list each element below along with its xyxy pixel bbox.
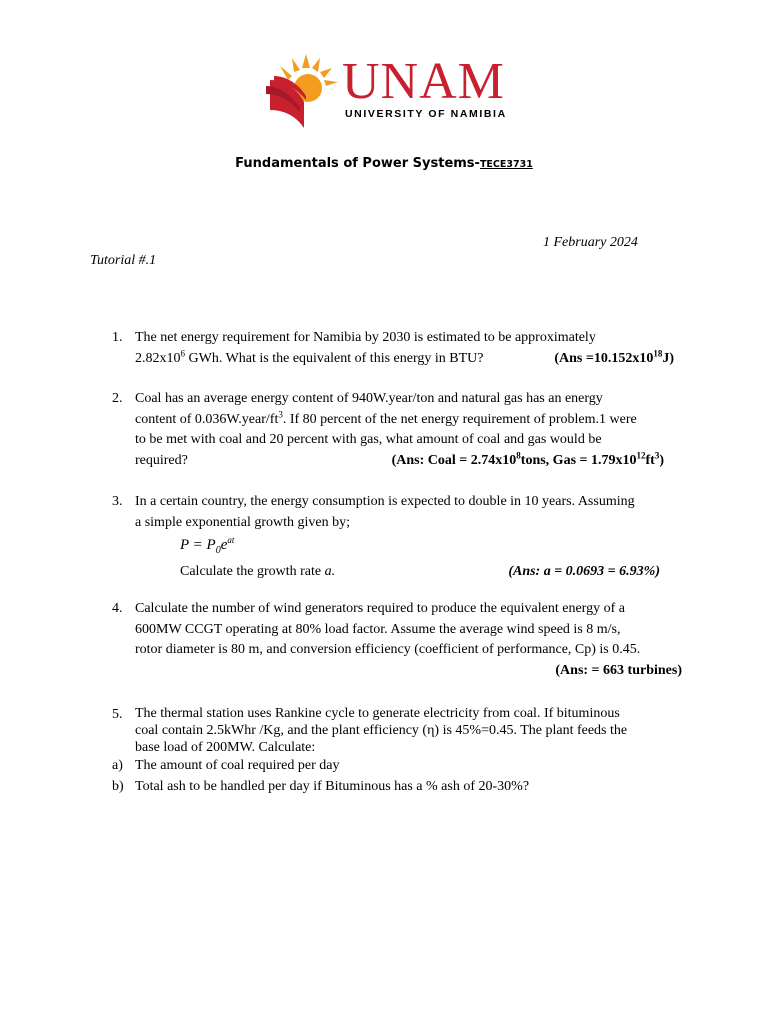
question-text: to be met with coal and 20 percent with gas, what amount of coal and gas would be — [135, 432, 602, 448]
sun-book-emblem-icon — [262, 50, 342, 134]
answer: (Ans: = 663 turbines) — [555, 662, 682, 678]
logo-wordmark: UNAM — [342, 53, 505, 110]
question-number: 1. — [112, 330, 123, 345]
logo-subtitle: UNIVERSITY OF NAMIBIA — [345, 108, 507, 120]
question-text: Calculate the number of wind generators required to produce the equivalent energy of a — [135, 601, 625, 616]
sub-question-b: b) Total ash to be handled per day if Bituminous has a % ash of 20-30%? — [112, 778, 530, 794]
superscript: 6 — [180, 347, 185, 358]
question-text: Coal has an average energy content of 940W.year/ton and natural gas has an energy — [135, 391, 603, 406]
question-text: content of $0.036W.year/ft^3$. If 80 percent of the net energy requirement of problem.1 were — [135, 408, 637, 427]
sub-question-a: a) The amount of coal required per day — [112, 758, 340, 773]
question-2 — [112, 389, 678, 471]
unam-logo — [262, 50, 512, 134]
question-text: The thermal station uses Rankine cycle to generate electricity from coal. If bituminous — [135, 706, 620, 721]
question-text: coal contain 2.5kWhr /Kg, and the plant efficiency (η) is 45%=0.45. The plant feeds the — [135, 723, 628, 738]
question-5 — [112, 705, 678, 797]
question-number: 3. — [112, 494, 123, 509]
question-text: rotor diameter is 80 m, and conversion efficiency (coefficient of performance, Cp) is 0.45. — [135, 642, 641, 658]
question-number: 5. — [112, 707, 123, 722]
question-text: base load of 200MW. Calculate: — [135, 740, 316, 755]
question-text: 600MW CCGT operating at 80% load factor. Assume the average wind speed is 8 m/s, — [135, 621, 621, 637]
question-text: required? — [135, 452, 188, 468]
course-code: TECE3731 — [479, 159, 533, 170]
question-text: In a certain country, the energy consumption is expected to double in 10 years. Assuming — [135, 494, 635, 509]
question-number: 4. — [112, 601, 123, 616]
question-text: Calculate the growth rate a. — [180, 563, 336, 579]
growth-formula: $P = P_0e^{at}$ — [180, 535, 235, 557]
title-main: Fundamentals of Power Systems- — [235, 156, 480, 171]
answer: $(Ans =10.152x10^{18}J)$ — [554, 347, 674, 366]
question-text: a simple exponential growth given by; — [135, 514, 351, 530]
question-text: 2.82x10 — [135, 350, 181, 366]
question-text: The net energy requirement for Namibia by 2030 is estimated to be approximately — [135, 330, 596, 345]
document-title — [0, 156, 768, 171]
question-text: GWh. What is the equivalent of this energy in BTU? — [185, 350, 484, 366]
question-4 — [112, 599, 682, 681]
answer: (Ans: Coal = $2.74x10^8tons$, Gas = $1.79x10^{12}ft^3$) — [391, 450, 664, 468]
question-1 — [112, 328, 678, 369]
document-date: 1 February 2024 — [543, 235, 638, 250]
tutorial-number: Tutorial #.1 — [90, 253, 157, 268]
answer: (Ans: a = 0.0693 = 6.93%) — [508, 563, 660, 579]
question-3 — [112, 492, 678, 582]
question-number: 2. — [112, 391, 123, 406]
